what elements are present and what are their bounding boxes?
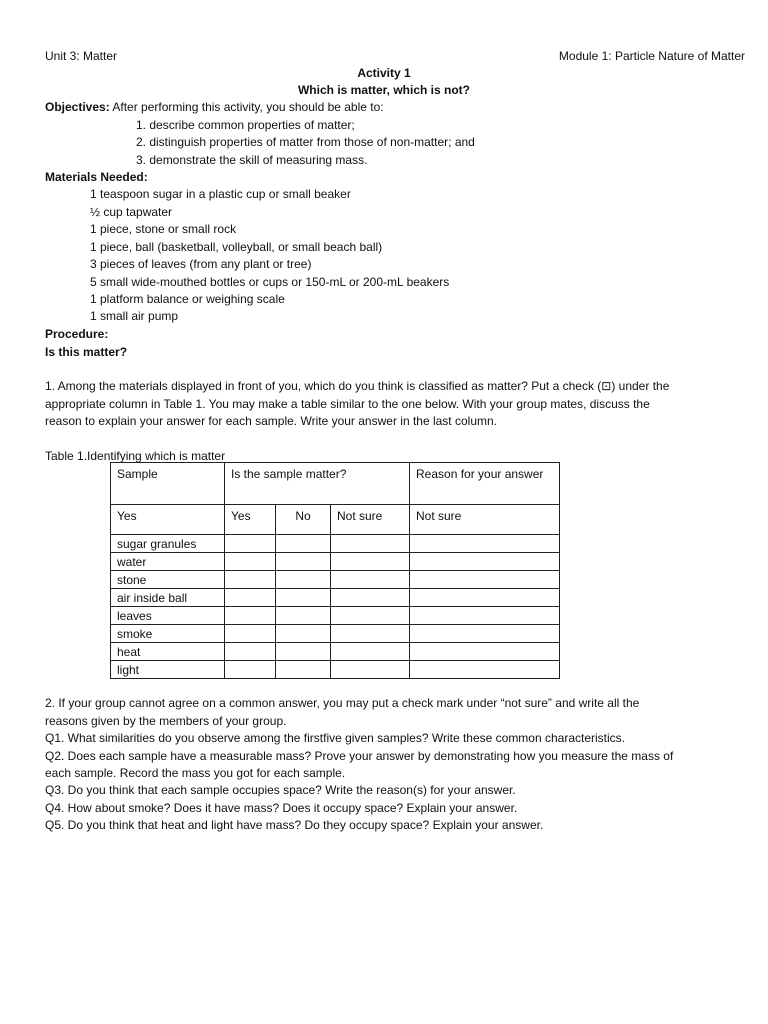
matter-table bbox=[110, 462, 560, 679]
header-is-matter: Is the sample matter? bbox=[225, 463, 410, 505]
material-item: 5 small wide-mouthed bottles or cups or 150-mL or 200-mL beakers bbox=[90, 275, 450, 289]
answer-cell[interactable] bbox=[276, 625, 331, 643]
table-row bbox=[111, 571, 560, 589]
subheader-cell: Not sure bbox=[331, 505, 410, 535]
table-row bbox=[111, 625, 560, 643]
header-reason: Reason for your answer bbox=[410, 463, 560, 505]
table-row bbox=[111, 607, 560, 625]
sample-cell: leaves bbox=[111, 607, 225, 625]
table-row bbox=[111, 553, 560, 571]
reason-cell[interactable] bbox=[410, 625, 560, 643]
sample-cell: stone bbox=[111, 571, 225, 589]
table-row bbox=[111, 661, 560, 679]
sample-cell: smoke bbox=[111, 625, 225, 643]
procedure-heading: Procedure: bbox=[45, 327, 109, 341]
module-label: Module 1: Particle Nature of Matter bbox=[558, 49, 745, 63]
subheader-cell: Yes bbox=[225, 505, 276, 535]
materials-heading: Materials Needed: bbox=[45, 170, 148, 184]
header-sample: Sample bbox=[111, 463, 225, 505]
step2-line: reasons given by the members of your group. bbox=[45, 714, 287, 728]
answer-cell[interactable] bbox=[225, 643, 276, 661]
step1-line: reason to explain your answer for each sample. Write your answer in the last column. bbox=[45, 414, 497, 428]
answer-cell[interactable] bbox=[276, 607, 331, 625]
answer-cell[interactable] bbox=[331, 571, 410, 589]
table-caption: Table 1.Identifying which is matter bbox=[45, 449, 226, 463]
answer-cell[interactable] bbox=[225, 535, 276, 553]
activity-label: Activity 1 bbox=[357, 66, 411, 80]
material-item: 1 piece, stone or small rock bbox=[90, 222, 237, 236]
objectives-line bbox=[45, 99, 384, 115]
material-item: 1 piece, ball (basketball, volleyball, or small beach ball) bbox=[90, 240, 383, 254]
answer-cell[interactable] bbox=[276, 661, 331, 679]
procedure-subheading: Is this matter? bbox=[45, 345, 128, 359]
answer-cell[interactable] bbox=[331, 643, 410, 661]
reason-cell[interactable] bbox=[410, 553, 560, 571]
step1-line: appropriate column in Table 1. You may make a table similar to the one below. With your group mates, discuss the bbox=[45, 397, 650, 411]
question-q5: Q5. Do you think that heat and light have mass? Do they occupy space? Explain your answer. bbox=[45, 818, 544, 832]
sample-cell: heat bbox=[111, 643, 225, 661]
answer-cell[interactable] bbox=[331, 625, 410, 643]
objective-item: 1. describe common properties of matter; bbox=[136, 118, 355, 132]
answer-cell[interactable] bbox=[331, 589, 410, 607]
reason-cell[interactable] bbox=[410, 535, 560, 553]
reason-cell[interactable] bbox=[410, 571, 560, 589]
unit-label: Unit 3: Matter bbox=[45, 49, 118, 63]
answer-cell[interactable] bbox=[225, 661, 276, 679]
sample-cell: air inside ball bbox=[111, 589, 225, 607]
answer-cell[interactable] bbox=[225, 607, 276, 625]
table-row bbox=[111, 643, 560, 661]
question-q1: Q1. What similarities do you observe among the firstfive given samples? Write these common characteristics. bbox=[45, 731, 626, 745]
answer-cell[interactable] bbox=[225, 589, 276, 607]
sample-cell: sugar granules bbox=[111, 535, 225, 553]
table-subheader-row bbox=[111, 505, 560, 535]
subheader-cell: No bbox=[276, 505, 331, 535]
objectives-intro: After performing this activity, you should be able to: bbox=[112, 100, 384, 114]
table-row bbox=[111, 535, 560, 553]
answer-cell[interactable] bbox=[225, 553, 276, 571]
material-item: 3 pieces of leaves (from any plant or tree) bbox=[90, 257, 312, 271]
material-item: 1 small air pump bbox=[90, 309, 179, 323]
table-header-row bbox=[111, 463, 560, 505]
sample-cell: light bbox=[111, 661, 225, 679]
activity-title: Which is matter, which is not? bbox=[297, 83, 471, 97]
material-item: 1 teaspoon sugar in a plastic cup or small beaker bbox=[90, 187, 351, 201]
step1-line: 1. Among the materials displayed in front of you, which do you think is classified as matter? Put a check (⊡) under the bbox=[45, 379, 670, 393]
question-q2: Q2. Does each sample have a measurable mass? Prove your answer by demonstrating how you measure the mass of bbox=[45, 749, 674, 763]
answer-cell[interactable] bbox=[276, 643, 331, 661]
answer-cell[interactable] bbox=[331, 553, 410, 571]
answer-cell[interactable] bbox=[276, 553, 331, 571]
material-item: 1 platform balance or weighing scale bbox=[90, 292, 285, 306]
answer-cell[interactable] bbox=[331, 607, 410, 625]
reason-cell[interactable] bbox=[410, 607, 560, 625]
objective-item: 2. distinguish properties of matter from those of non-matter; and bbox=[136, 135, 475, 149]
objective-item: 3. demonstrate the skill of measuring mass. bbox=[136, 153, 368, 167]
reason-cell[interactable] bbox=[410, 661, 560, 679]
question-q2-cont: each sample. Record the mass you got for each sample. bbox=[45, 766, 346, 780]
answer-cell[interactable] bbox=[276, 535, 331, 553]
answer-cell[interactable] bbox=[331, 535, 410, 553]
reason-cell[interactable] bbox=[410, 643, 560, 661]
answer-cell[interactable] bbox=[331, 661, 410, 679]
question-q4: Q4. How about smoke? Does it have mass? Does it occupy space? Explain your answer. bbox=[45, 801, 518, 815]
material-item: ½ cup tapwater bbox=[90, 205, 173, 219]
table-row bbox=[111, 589, 560, 607]
question-q3: Q3. Do you think that each sample occupies space? Write the reason(s) for your answer. bbox=[45, 783, 516, 797]
objectives-heading: Objectives: bbox=[45, 100, 110, 114]
answer-cell[interactable] bbox=[225, 571, 276, 589]
sample-cell: water bbox=[111, 553, 225, 571]
answer-cell[interactable] bbox=[225, 625, 276, 643]
subheader-cell: Not sure bbox=[410, 505, 560, 535]
answer-cell[interactable] bbox=[276, 589, 331, 607]
step2-line: 2. If your group cannot agree on a common answer, you may put a check mark under “not sure” and write all the bbox=[45, 696, 640, 710]
answer-cell[interactable] bbox=[276, 571, 331, 589]
subheader-cell: Yes bbox=[111, 505, 225, 535]
reason-cell[interactable] bbox=[410, 589, 560, 607]
